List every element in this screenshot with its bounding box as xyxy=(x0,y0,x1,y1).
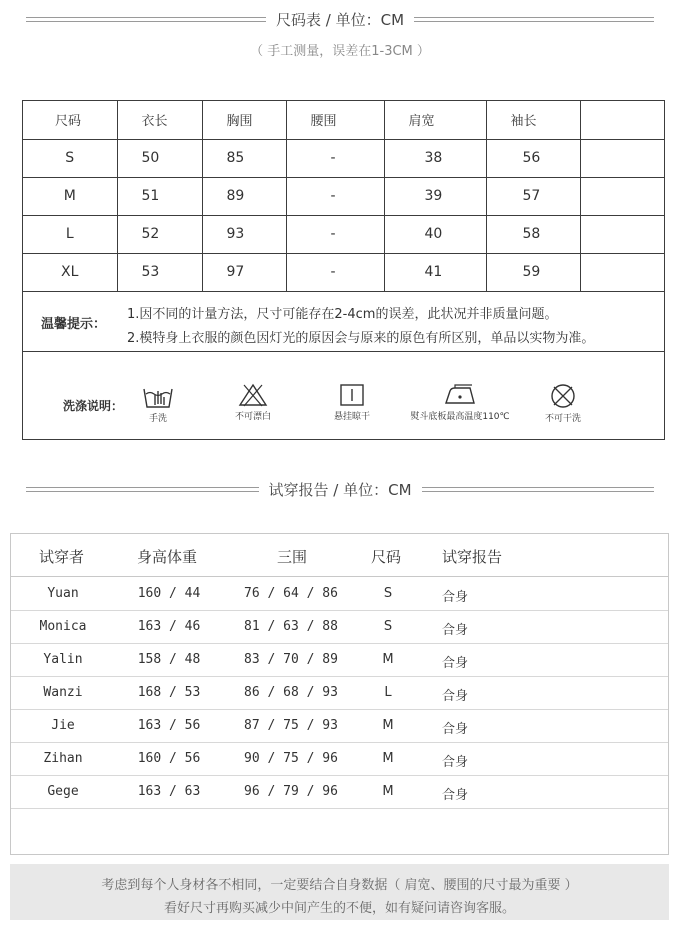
try-row xyxy=(11,776,668,809)
size-cell: 85 xyxy=(202,139,286,177)
size-cell: 52 xyxy=(117,215,202,253)
size-row xyxy=(23,177,664,215)
try-size: S xyxy=(383,619,393,634)
try-result: 合身 xyxy=(442,590,469,605)
hang-dry-icon xyxy=(339,383,365,407)
heading-rule-left xyxy=(26,17,266,22)
try-size: M xyxy=(382,718,394,733)
try-height-weight: 168 / 53 xyxy=(137,685,201,700)
size-cell: M xyxy=(23,177,117,215)
try-report-heading xyxy=(26,479,654,500)
tip-line: 2.模特身上衣服的颜色因灯光的原因会与原来的原色有所区别，单品以实物为准。 xyxy=(127,331,595,346)
try-result: 合身 xyxy=(442,656,469,671)
try-measurements: 87 / 75 / 93 xyxy=(244,718,338,733)
tips-section xyxy=(23,291,664,352)
try-measurements: 90 / 75 / 96 xyxy=(244,751,338,766)
try-result: 合身 xyxy=(442,623,469,638)
size-empty-cell xyxy=(580,215,664,253)
size-cell: 59 xyxy=(486,253,580,291)
try-report-table xyxy=(10,533,669,855)
try-name: Yalin xyxy=(43,652,83,667)
size-row xyxy=(23,215,664,253)
size-cell: 40 xyxy=(384,215,486,253)
try-result: 合身 xyxy=(442,722,469,737)
wash-section xyxy=(23,353,664,439)
size-header-cell: 肩宽 xyxy=(384,101,486,139)
size-cell: 57 xyxy=(486,177,580,215)
size-cell: 53 xyxy=(117,253,202,291)
size-header-cell: 衣长 xyxy=(117,101,202,139)
wash-caption: 手洗 xyxy=(148,414,167,424)
wash-item xyxy=(405,383,515,422)
no-bleach-icon xyxy=(238,383,268,407)
size-cell: L xyxy=(23,215,117,253)
size-chart-title: 尺码表 / 单位：CM xyxy=(276,11,405,29)
size-cell: 50 xyxy=(117,139,202,177)
try-header-row xyxy=(11,534,668,577)
wash-caption: 不可干洗 xyxy=(544,414,581,424)
size-cell: 89 xyxy=(202,177,286,215)
tips-label: 温馨提示： xyxy=(41,317,107,332)
size-empty-cell xyxy=(580,253,664,291)
size-table xyxy=(22,100,665,440)
size-cell: XL xyxy=(23,253,117,291)
size-row xyxy=(23,253,664,291)
size-cell: - xyxy=(286,139,384,177)
try-height-weight: 163 / 63 xyxy=(137,784,201,799)
try-size: M xyxy=(382,652,394,667)
try-size: M xyxy=(382,784,394,799)
size-empty-cell xyxy=(580,177,664,215)
size-cell: 39 xyxy=(384,177,486,215)
try-name: Wanzi xyxy=(43,685,83,700)
try-height-weight: 163 / 46 xyxy=(137,619,201,634)
try-row xyxy=(11,611,668,644)
try-result: 合身 xyxy=(442,755,469,770)
try-name: Zihan xyxy=(43,751,83,766)
footer-line: 考虑到每个人身材各不相同，一定要结合自身数据（ 肩宽、腰围的尺寸最为重要 ） xyxy=(101,878,578,893)
try-measurements: 76 / 64 / 86 xyxy=(244,586,338,601)
size-header-cell: 胸围 xyxy=(202,101,286,139)
try-row xyxy=(11,710,668,743)
try-height-weight: 163 / 56 xyxy=(137,718,201,733)
try-size: M xyxy=(382,751,394,766)
size-empty-cell xyxy=(580,101,664,139)
size-cell: 97 xyxy=(202,253,286,291)
wash-caption: 悬挂晾干 xyxy=(333,412,370,422)
try-result: 合身 xyxy=(442,788,469,803)
try-report-title: 试穿报告 / 单位：CM xyxy=(268,481,412,499)
try-header-cell: 试穿者 xyxy=(39,548,85,566)
size-cell: S xyxy=(23,139,117,177)
try-name: Gege xyxy=(47,784,79,799)
size-row xyxy=(23,139,664,177)
size-cell: - xyxy=(286,215,384,253)
hand-wash-icon xyxy=(142,383,174,409)
size-header-row xyxy=(23,101,664,139)
try-header-cell: 尺码 xyxy=(371,548,402,566)
size-empty-cell xyxy=(580,139,664,177)
try-row xyxy=(11,743,668,776)
try-header-cell: 身高体重 xyxy=(137,548,198,566)
try-height-weight: 160 / 56 xyxy=(137,751,201,766)
try-size: L xyxy=(384,685,392,700)
wash-caption: 不可漂白 xyxy=(234,412,271,422)
size-header-cell: 尺码 xyxy=(23,101,117,139)
try-result: 合身 xyxy=(442,689,469,704)
size-cell: 38 xyxy=(384,139,486,177)
try-row xyxy=(11,644,668,677)
footer-line: 看好尺寸再购买减少中间产生的不便，如有疑问请咨询客服。 xyxy=(163,901,515,916)
try-name: Yuan xyxy=(47,586,79,601)
wash-item xyxy=(508,383,618,424)
wash-item xyxy=(103,383,213,424)
size-cell: 93 xyxy=(202,215,286,253)
size-grid xyxy=(23,101,664,292)
try-header-cell: 试穿报告 xyxy=(442,548,503,566)
no-dry-clean-icon xyxy=(549,383,577,409)
wash-caption: 熨斗底板最高温度110℃ xyxy=(410,412,510,422)
try-measurements: 81 / 63 / 88 xyxy=(244,619,338,634)
try-measurements: 96 / 79 / 96 xyxy=(244,784,338,799)
size-chart-heading xyxy=(26,9,654,30)
wash-label: 洗涤说明： xyxy=(63,399,124,413)
size-cell: 58 xyxy=(486,215,580,253)
size-cell: - xyxy=(286,177,384,215)
try-height-weight: 160 / 44 xyxy=(137,586,201,601)
tip-line: 1.因不同的计量方法，尺寸可能存在2-4cm的误差，此状况并非质量问题。 xyxy=(127,307,558,322)
size-header-cell: 袖长 xyxy=(486,101,580,139)
wash-item xyxy=(198,383,308,422)
try-row xyxy=(11,677,668,710)
size-cell: - xyxy=(286,253,384,291)
size-cell: 41 xyxy=(384,253,486,291)
iron-icon xyxy=(442,383,478,407)
size-cell: 51 xyxy=(117,177,202,215)
measurement-note: （ 手工测量，误差在1-3CM ） xyxy=(250,44,430,59)
try-size: S xyxy=(383,586,393,601)
heading-rule-left xyxy=(26,487,259,492)
try-name: Monica xyxy=(39,619,87,634)
footer-note xyxy=(10,864,669,920)
try-measurements: 83 / 70 / 89 xyxy=(244,652,338,667)
size-header-cell: 腰围 xyxy=(286,101,384,139)
try-measurements: 86 / 68 / 93 xyxy=(244,685,338,700)
heading-rule-right xyxy=(414,17,654,22)
size-cell: 56 xyxy=(486,139,580,177)
try-name: Jie xyxy=(51,718,75,733)
try-row xyxy=(11,578,668,611)
heading-rule-right xyxy=(422,487,655,492)
try-header-cell: 三围 xyxy=(277,548,308,566)
wash-item xyxy=(297,383,407,422)
try-height-weight: 158 / 48 xyxy=(137,652,201,667)
